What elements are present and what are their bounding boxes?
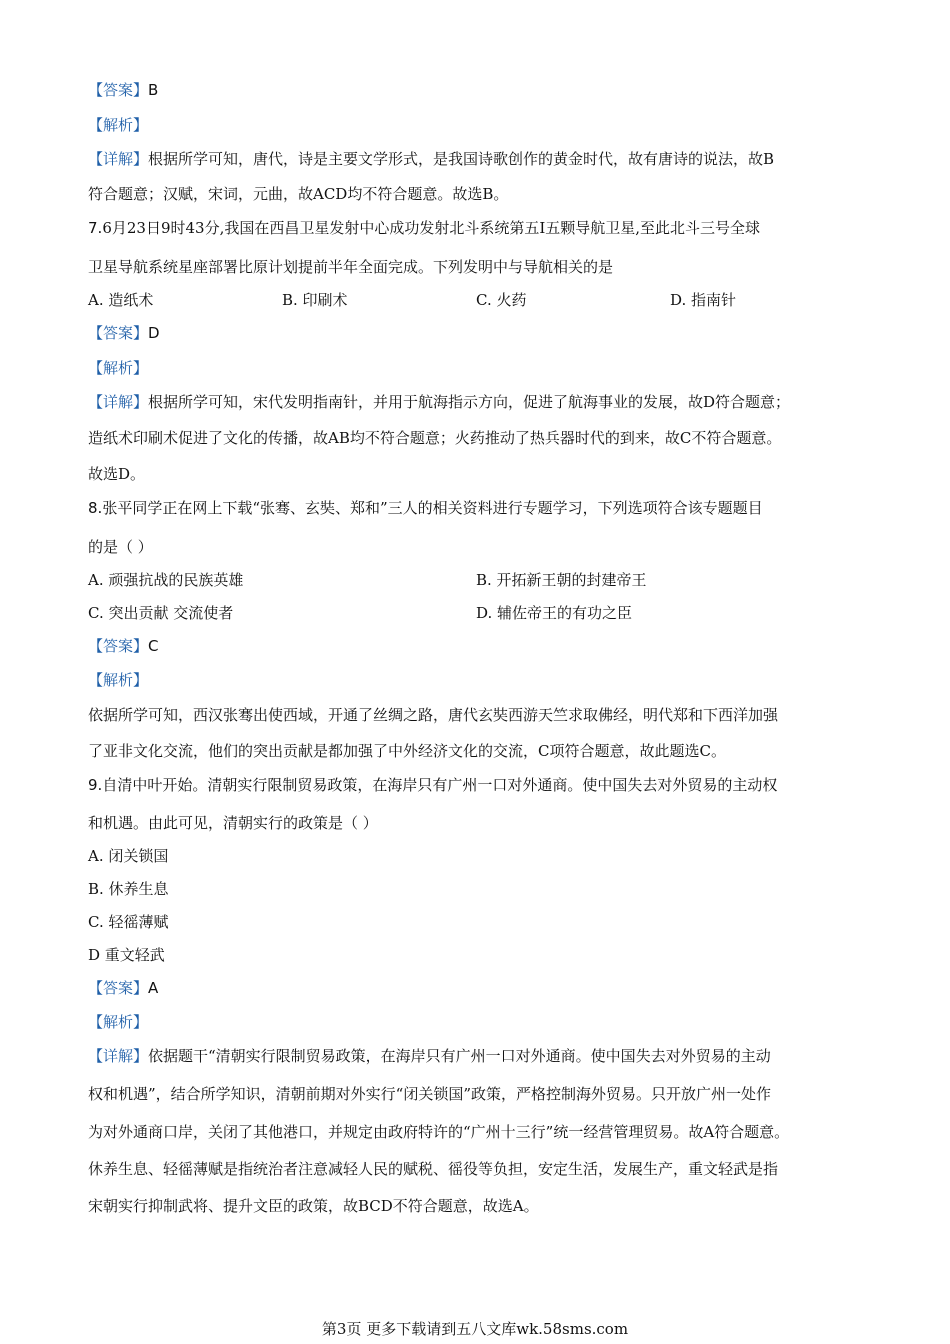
- detail-line: 为对外通商口岸，关闭了其他港口，并规定由政府特许的“广州十三行”统一经营管理贸易。故A符合题意。: [88, 1123, 790, 1141]
- question-number: 9.: [88, 776, 103, 794]
- detail-line: 【详解】根据所学可知，唐代，诗是主要文学形式，是我国诗歌创作的黄金时代，故有唐诗的说法，故B: [88, 150, 775, 168]
- answer-value: D: [148, 324, 160, 342]
- detail-line: 了亚非文化交流，他们的突出贡献是都加强了中外经济文化的交流，C项符合题意，故此题选C。: [88, 742, 726, 760]
- answer-value: C: [148, 637, 159, 655]
- page-footer: 第3页 更多下载请到五八文库wk.58sms.com: [321, 1320, 629, 1338]
- question-stem: 卫星导航系统星座部署比原计划提前半年全面完成。下列发明中与导航相关的是: [88, 258, 614, 276]
- question-stem: 8.张平同学正在网上下载“张骞、玄奘、郑和”三人的相关资料进行专题学习，下列选项符合该专题题目: [88, 499, 763, 517]
- option-d: D. 辅佐帝王的有功之臣: [476, 604, 633, 622]
- option-a: A. 闭关锁国: [88, 847, 169, 865]
- analysis-tag: 【解析】: [88, 671, 149, 689]
- answer-line: [88, 636, 159, 656]
- option-c: C. 火药: [476, 291, 527, 309]
- question-stem: 和机遇。由此可见，清朝实行的政策是（ ）: [88, 814, 378, 832]
- option-d: D. 指南针: [670, 291, 737, 309]
- option-b: B. 开拓新王朝的封建帝王: [476, 571, 647, 589]
- option-b: B. 休养生息: [88, 880, 169, 898]
- detail-line: 休养生息、轻徭薄赋是指统治者注意减轻人民的赋税、徭役等负担，安定生活，发展生产，重文轻武是指: [88, 1160, 779, 1178]
- option-b: B. 印刷术: [282, 291, 348, 309]
- analysis-tag: 【解析】: [88, 1013, 149, 1031]
- analysis-tag: 【解析】: [88, 116, 149, 134]
- analysis-tag: 【解析】: [88, 359, 149, 377]
- option-c: C. 轻徭薄赋: [88, 913, 169, 931]
- option-c: C. 突出贡献 交流使者: [88, 604, 234, 622]
- detail-line: 权和机遇”，结合所学知识，清朝前期对外实行“闭关锁国”政策，严格控制海外贸易。只开放广州一处作: [88, 1085, 772, 1103]
- detail-tag: 【详解】: [88, 1047, 149, 1065]
- detail-line: 符合题意；汉赋，宋词，元曲，故ACD均不符合题意。故选B。: [88, 185, 509, 203]
- question-number: 7.: [88, 219, 103, 237]
- question-stem: 7.6月23日9时43分,我国在西昌卫星发射中心成功发射北斗系统第五Ⅰ五颗导航卫星,至此北斗三号全球: [88, 219, 761, 237]
- detail-tag: 【详解】: [88, 150, 149, 168]
- answer-tag: 【答案】: [88, 637, 149, 655]
- detail-line: 宋朝实行抑制武将、提升文臣的政策，故BCD不符合题意，故选A。: [88, 1197, 539, 1215]
- detail-line: 【详解】依据题干“清朝实行限制贸易政策，在海岸只有广州一口对外通商。使中国失去对外贸易的主动: [88, 1047, 771, 1065]
- answer-line: [88, 80, 158, 100]
- option-a: A. 顽强抗战的民族英雄: [88, 571, 244, 589]
- answer-value: B: [148, 81, 159, 99]
- question-number: 8.: [88, 499, 103, 517]
- answer-tag: 【答案】: [88, 979, 149, 997]
- detail-line: 依据所学可知，西汉张骞出使西域，开通了丝绸之路，唐代玄奘西游天竺求取佛经，明代郑和下西洋加强: [88, 706, 779, 724]
- question-stem: 的是（ ）: [88, 538, 153, 556]
- answer-value: A: [148, 979, 159, 997]
- answer-line: [88, 323, 160, 343]
- detail-tag: 【详解】: [88, 393, 149, 411]
- answer-tag: 【答案】: [88, 324, 149, 342]
- detail-line: 造纸术印刷术促进了文化的传播，故AB均不符合题意；火药推动了热兵器时代的到来，故C不符合题意。: [88, 429, 782, 447]
- answer-tag: 【答案】: [88, 81, 149, 99]
- answer-line: [88, 978, 158, 998]
- detail-line: 故选D。: [88, 465, 146, 483]
- option-d: D 重文轻武: [88, 946, 165, 964]
- detail-line: 【详解】根据所学可知，宋代发明指南针，并用于航海指示方向，促进了航海事业的发展，故D符合题意；: [88, 393, 791, 411]
- question-stem: 9.自清中叶开始。清朝实行限制贸易政策，在海岸只有广州一口对外通商。使中国失去对外贸易的主动权: [88, 776, 778, 794]
- option-a: A. 造纸术: [88, 291, 154, 309]
